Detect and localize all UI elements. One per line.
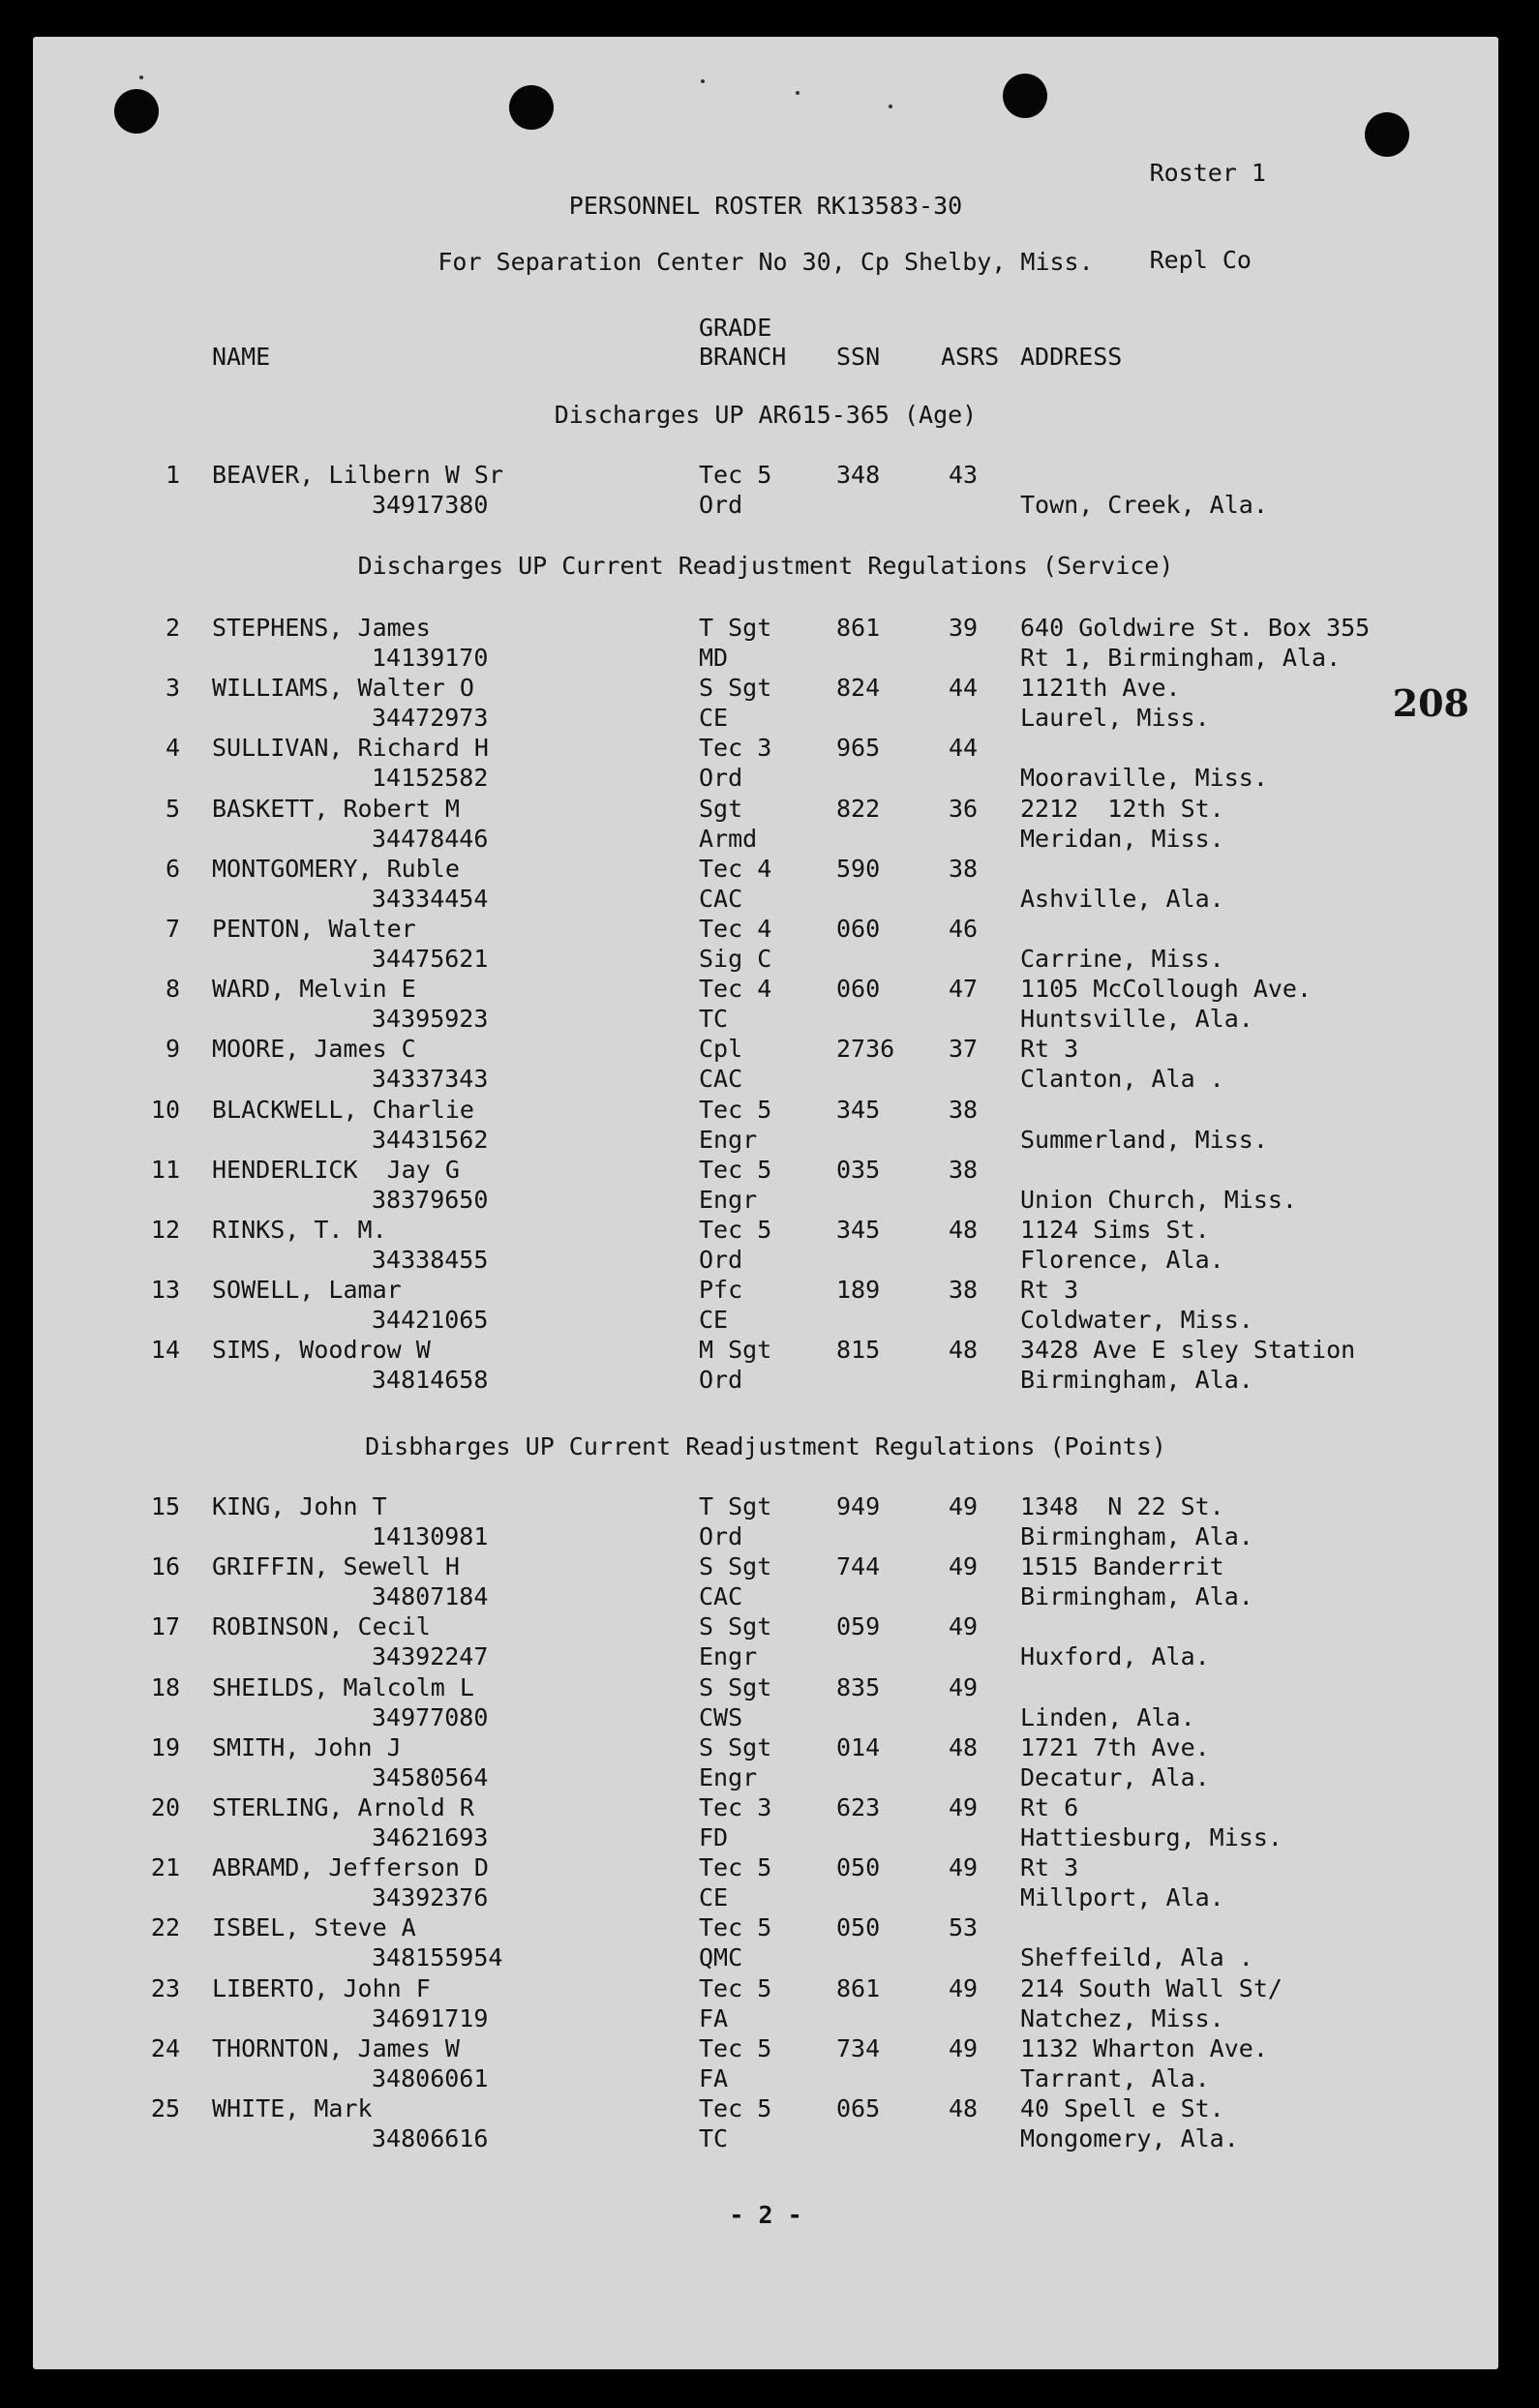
row-address-line-1: 40 Spell e St. — [1020, 2094, 1224, 2122]
row-grade: M Sgt — [699, 1336, 772, 1365]
row-ssn: 815 — [836, 1336, 881, 1365]
table-row — [33, 1216, 1498, 1276]
row-ssn: 060 — [836, 975, 881, 1004]
row-branch: Engr — [699, 1185, 758, 1214]
row-row-number: 13 — [150, 1276, 180, 1305]
row-ssn: 824 — [836, 674, 881, 703]
row-ssn: 861 — [836, 614, 881, 642]
row-address-line-2: Millport, Ala. — [1020, 1883, 1224, 1912]
roster-page — [33, 37, 1498, 2369]
row-address-line-1: 640 Goldwire St. Box 355 — [1020, 614, 1371, 642]
row-branch: FA — [699, 2003, 729, 2032]
row-grade: Tec 5 — [699, 1155, 772, 1184]
section-heading-points: Disbharges UP Current Readjustment Regulations (Points) — [365, 1432, 1166, 1460]
row-row-number: 19 — [150, 1732, 180, 1761]
row-branch: CAC — [699, 1582, 743, 1611]
row-address-line-2: Birmingham, Ala. — [1020, 1366, 1253, 1395]
row-name: KING, John T — [212, 1492, 387, 1520]
corner-note-line-1: Roster 1 — [1149, 159, 1266, 187]
row-row-number: 3 — [165, 674, 180, 703]
row-asrs: 44 — [949, 674, 979, 703]
row-grade: Tec 5 — [699, 2094, 772, 2122]
row-serial-number: 348155954 — [372, 1943, 503, 1972]
row-asrs: 44 — [949, 734, 979, 763]
row-asrs: 49 — [949, 1612, 979, 1641]
row-address-line-2: Decatur, Ala. — [1020, 1762, 1210, 1791]
row-name: MONTGOMERY, Ruble — [212, 854, 460, 883]
row-asrs: 46 — [949, 915, 979, 943]
row-asrs: 48 — [949, 1216, 979, 1244]
row-address-line-2: Florence, Ala. — [1020, 1246, 1224, 1274]
paper-speck — [701, 79, 705, 83]
row-grade: Tec 5 — [699, 1973, 772, 2002]
row-serial-number: 34392247 — [372, 1642, 489, 1671]
row-asrs: 49 — [949, 2033, 979, 2062]
table-row — [33, 1673, 1498, 1733]
row-asrs: 49 — [949, 1672, 979, 1701]
row-serial-number: 34338455 — [372, 1246, 489, 1274]
row-address-line-1: 214 South Wall St/ — [1020, 1973, 1282, 2002]
row-row-number: 17 — [150, 1612, 180, 1641]
table-row — [33, 1974, 1498, 2034]
column-header-name: NAME — [212, 343, 271, 371]
row-row-number: 22 — [150, 1913, 180, 1942]
row-ssn: 345 — [836, 1095, 881, 1124]
row-serial-number: 34977080 — [372, 1702, 489, 1731]
row-row-number: 4 — [165, 734, 180, 763]
row-serial-number: 34337343 — [372, 1065, 489, 1094]
row-row-number: 18 — [150, 1672, 180, 1701]
row-branch: FD — [699, 1823, 729, 1851]
row-branch: TC — [699, 2124, 729, 2152]
row-ssn: 822 — [836, 794, 881, 823]
binder-hole-2 — [509, 85, 554, 130]
row-branch: TC — [699, 1005, 729, 1034]
row-name: HENDERLICK Jay G — [212, 1155, 460, 1184]
row-grade: Tec 4 — [699, 915, 772, 943]
row-serial-number: 34806061 — [372, 2063, 489, 2092]
row-ssn: 060 — [836, 915, 881, 943]
row-grade: Tec 5 — [699, 461, 772, 489]
table-row — [33, 1156, 1498, 1216]
column-header-address: ADDRESS — [1020, 343, 1123, 371]
row-branch: Sig C — [699, 945, 772, 973]
binder-hole-3 — [1003, 74, 1047, 118]
row-address-line-2: Hattiesburg, Miss. — [1020, 1823, 1282, 1851]
row-address-line-1: Rt 3 — [1020, 1853, 1079, 1882]
row-ssn: 189 — [836, 1276, 881, 1305]
row-name: SIMS, Woodrow W — [212, 1336, 431, 1365]
row-row-number: 16 — [150, 1552, 180, 1581]
row-row-number: 6 — [165, 854, 180, 883]
row-grade: S Sgt — [699, 1732, 772, 1761]
row-branch: CE — [699, 1883, 729, 1912]
row-row-number: 12 — [150, 1216, 180, 1244]
row-row-number: 23 — [150, 1973, 180, 2002]
row-address-line-2: Birmingham, Ala. — [1020, 1582, 1253, 1611]
table-row — [33, 2094, 1498, 2154]
column-header-grade: GRADE — [699, 314, 772, 342]
row-serial-number: 34814658 — [372, 1366, 489, 1395]
row-grade: Pfc — [699, 1276, 743, 1305]
table-row — [33, 1913, 1498, 1973]
row-address-line-2: Sheffeild, Ala . — [1020, 1943, 1253, 1972]
row-serial-number: 34472973 — [372, 704, 489, 733]
row-ssn: 2736 — [836, 1035, 895, 1064]
row-name: GRIFFIN, Sewell H — [212, 1552, 460, 1581]
row-name: PENTON, Walter — [212, 915, 416, 943]
row-asrs: 39 — [949, 614, 979, 642]
row-row-number: 11 — [150, 1155, 180, 1184]
row-asrs: 38 — [949, 1155, 979, 1184]
paper-speck — [796, 91, 800, 95]
row-branch: Engr — [699, 1125, 758, 1154]
row-grade: S Sgt — [699, 1552, 772, 1581]
row-branch: Engr — [699, 1642, 758, 1671]
row-address-line-2: Tarrant, Ala. — [1020, 2063, 1210, 2092]
row-address-line-1: 1121th Ave. — [1020, 674, 1181, 703]
table-row — [33, 734, 1498, 794]
table-row — [33, 1612, 1498, 1672]
row-ssn: 059 — [836, 1612, 881, 1641]
row-asrs: 48 — [949, 1336, 979, 1365]
row-serial-number: 14152582 — [372, 764, 489, 793]
page-stamp: 208 — [1392, 681, 1469, 725]
row-address-line-2: Coldwater, Miss. — [1020, 1306, 1253, 1335]
row-address-line-1: 1105 McCollough Ave. — [1020, 975, 1313, 1004]
row-grade: Tec 5 — [699, 1913, 772, 1942]
row-address-line-1: Rt 3 — [1020, 1276, 1079, 1305]
row-address-line-2: Huxford, Ala. — [1020, 1642, 1210, 1671]
row-branch: Armd — [699, 824, 758, 853]
row-ssn: 050 — [836, 1913, 881, 1942]
row-grade: Tec 4 — [699, 854, 772, 883]
corner-note-line-2: Repl Co — [1149, 246, 1252, 274]
row-address-line-2: Summerland, Miss. — [1020, 1125, 1268, 1154]
row-address-line-1: 1721 7th Ave. — [1020, 1732, 1210, 1761]
row-name: RINKS, T. M. — [212, 1216, 387, 1244]
row-name: MOORE, James C — [212, 1035, 416, 1064]
table-row — [33, 795, 1498, 855]
row-asrs: 49 — [949, 1552, 979, 1581]
row-serial-number: 14130981 — [372, 1522, 489, 1550]
row-ssn: 734 — [836, 2033, 881, 2062]
row-address-line-2: Union Church, Miss. — [1020, 1185, 1297, 1214]
row-grade: Tec 5 — [699, 1095, 772, 1124]
row-ssn: 861 — [836, 1973, 881, 2002]
row-grade: T Sgt — [699, 614, 772, 642]
table-row — [33, 2034, 1498, 2094]
row-address-line-2: Town, Creek, Ala. — [1020, 491, 1268, 519]
row-asrs: 38 — [949, 1276, 979, 1305]
row-branch: CE — [699, 1306, 729, 1335]
row-row-number: 24 — [150, 2033, 180, 2062]
row-name: THORNTON, James W — [212, 2033, 460, 2062]
row-ssn: 744 — [836, 1552, 881, 1581]
row-serial-number: 34580564 — [372, 1762, 489, 1791]
row-name: SHEILDS, Malcolm L — [212, 1672, 474, 1701]
row-ssn: 345 — [836, 1216, 881, 1244]
row-address-line-1: Rt 6 — [1020, 1793, 1079, 1821]
row-name: BASKETT, Robert M — [212, 794, 460, 823]
row-grade: T Sgt — [699, 1492, 772, 1520]
row-ssn: 050 — [836, 1853, 881, 1882]
table-row — [33, 461, 1498, 521]
row-branch: CWS — [699, 1702, 743, 1731]
row-name: WHITE, Mark — [212, 2094, 373, 2122]
row-address-line-1: 1132 Wharton Ave. — [1020, 2033, 1268, 2062]
row-serial-number: 34807184 — [372, 1582, 489, 1611]
row-serial-number: 34395923 — [372, 1005, 489, 1034]
row-address-line-2: Ashville, Ala. — [1020, 884, 1224, 913]
binder-hole-4 — [1365, 112, 1409, 157]
row-name: ISBEL, Steve A — [212, 1913, 416, 1942]
row-branch: CAC — [699, 884, 743, 913]
row-serial-number: 38379650 — [372, 1185, 489, 1214]
row-address-line-1: 1348 N 22 St. — [1020, 1492, 1224, 1520]
row-ssn: 623 — [836, 1793, 881, 1821]
row-asrs: 36 — [949, 794, 979, 823]
row-serial-number: 34917380 — [372, 491, 489, 519]
row-name: STERLING, Arnold R — [212, 1793, 474, 1821]
row-branch: CE — [699, 704, 729, 733]
row-ssn: 065 — [836, 2094, 881, 2122]
row-address-line-2: Laurel, Miss. — [1020, 704, 1210, 733]
section-heading-age: Discharges UP AR615-365 (Age) — [554, 401, 978, 429]
column-header-asrs: ASRS — [941, 343, 1000, 371]
row-serial-number: 34621693 — [372, 1823, 489, 1851]
row-address-line-2: Rt 1, Birmingham, Ala. — [1020, 644, 1342, 672]
row-branch: Engr — [699, 1762, 758, 1791]
row-ssn: 949 — [836, 1492, 881, 1520]
row-asrs: 49 — [949, 1492, 979, 1520]
table-row — [33, 975, 1498, 1035]
row-asrs: 49 — [949, 1853, 979, 1882]
row-serial-number: 34431562 — [372, 1125, 489, 1154]
row-serial-number: 34691719 — [372, 2003, 489, 2032]
row-grade: Tec 4 — [699, 975, 772, 1004]
table-row — [33, 1035, 1498, 1095]
row-row-number: 20 — [150, 1793, 180, 1821]
row-asrs: 38 — [949, 854, 979, 883]
row-grade: S Sgt — [699, 1672, 772, 1701]
row-row-number: 14 — [150, 1336, 180, 1365]
section-heading-service: Discharges UP Current Readjustment Regulations (Service) — [357, 552, 1174, 580]
row-name: STEPHENS, James — [212, 614, 431, 642]
row-asrs: 47 — [949, 975, 979, 1004]
row-ssn: 590 — [836, 854, 881, 883]
binder-hole-1 — [114, 89, 159, 134]
column-header-ssn: SSN — [836, 343, 881, 371]
row-asrs: 37 — [949, 1035, 979, 1064]
row-grade: Cpl — [699, 1035, 743, 1064]
row-grade: Tec 3 — [699, 1793, 772, 1821]
row-name: WILLIAMS, Walter O — [212, 674, 474, 703]
row-grade: Tec 5 — [699, 1853, 772, 1882]
row-branch: Ord — [699, 1246, 743, 1274]
row-grade: Tec 5 — [699, 1216, 772, 1244]
row-branch: MD — [699, 644, 729, 672]
page-number: - 2 - — [729, 2201, 802, 2229]
row-address-line-2: Natchez, Miss. — [1020, 2003, 1224, 2032]
table-row — [33, 674, 1498, 734]
row-address-line-2: Mooraville, Miss. — [1020, 764, 1268, 793]
table-row — [33, 614, 1498, 674]
row-ssn: 348 — [836, 461, 881, 489]
row-row-number: 2 — [165, 614, 180, 642]
table-row — [33, 1276, 1498, 1336]
column-header-branch: BRANCH — [699, 343, 787, 371]
row-branch: Ord — [699, 764, 743, 793]
row-asrs: 48 — [949, 2094, 979, 2122]
row-name: WARD, Melvin E — [212, 975, 416, 1004]
row-name: SMITH, John J — [212, 1732, 402, 1761]
row-name: SULLIVAN, Richard H — [212, 734, 489, 763]
page-subtitle: For Separation Center No 30, Cp Shelby, Miss. — [438, 248, 1094, 276]
row-grade: S Sgt — [699, 1612, 772, 1641]
row-address-line-2: Meridan, Miss. — [1020, 824, 1224, 853]
row-row-number: 7 — [165, 915, 180, 943]
row-asrs: 43 — [949, 461, 979, 489]
row-asrs: 48 — [949, 1732, 979, 1761]
row-grade: Tec 3 — [699, 734, 772, 763]
row-address-line-1: 1515 Banderrit — [1020, 1552, 1224, 1581]
page-title: PERSONNEL ROSTER RK13583-30 — [568, 192, 963, 220]
table-row — [33, 855, 1498, 915]
row-row-number: 21 — [150, 1853, 180, 1882]
row-row-number: 15 — [150, 1492, 180, 1520]
row-serial-number: 34806616 — [372, 2124, 489, 2152]
row-row-number: 8 — [165, 975, 180, 1004]
row-asrs: 53 — [949, 1913, 979, 1942]
row-name: BEAVER, Lilbern W Sr — [212, 461, 504, 489]
table-row — [33, 1096, 1498, 1156]
row-asrs: 49 — [949, 1793, 979, 1821]
row-address-line-1: Rt 3 — [1020, 1035, 1079, 1064]
row-grade: Sgt — [699, 794, 743, 823]
row-ssn: 835 — [836, 1672, 881, 1701]
row-row-number: 25 — [150, 2094, 180, 2122]
paper-speck — [139, 75, 143, 79]
row-asrs: 49 — [949, 1973, 979, 2002]
row-grade: Tec 5 — [699, 2033, 772, 2062]
paper-speck — [889, 105, 892, 108]
row-name: ROBINSON, Cecil — [212, 1612, 431, 1641]
row-branch: Ord — [699, 1366, 743, 1395]
row-address-line-2: Huntsville, Ala. — [1020, 1005, 1253, 1034]
row-ssn: 014 — [836, 1732, 881, 1761]
table-row — [33, 1733, 1498, 1793]
table-row — [33, 1793, 1498, 1853]
table-row — [33, 1492, 1498, 1552]
row-address-line-2: Birmingham, Ala. — [1020, 1522, 1253, 1550]
row-address-line-2: Mongomery, Ala. — [1020, 2124, 1239, 2152]
row-serial-number: 34421065 — [372, 1306, 489, 1335]
row-branch: QMC — [699, 1943, 743, 1972]
row-row-number: 5 — [165, 794, 180, 823]
row-row-number: 10 — [150, 1095, 180, 1124]
row-name: SOWELL, Lamar — [212, 1276, 402, 1305]
row-address-line-2: Linden, Ala. — [1020, 1702, 1195, 1731]
row-branch: Ord — [699, 491, 743, 519]
row-row-number: 1 — [165, 461, 180, 489]
row-serial-number: 34334454 — [372, 884, 489, 913]
table-row — [33, 1336, 1498, 1396]
row-branch: FA — [699, 2063, 729, 2092]
table-row — [33, 1552, 1498, 1612]
row-address-line-2: Carrine, Miss. — [1020, 945, 1224, 973]
row-branch: Ord — [699, 1522, 743, 1550]
row-name: ABRAMD, Jefferson D — [212, 1853, 489, 1882]
row-branch: CAC — [699, 1065, 743, 1094]
row-ssn: 035 — [836, 1155, 881, 1184]
row-row-number: 9 — [165, 1035, 180, 1064]
row-serial-number: 14139170 — [372, 644, 489, 672]
row-serial-number: 34392376 — [372, 1883, 489, 1912]
row-serial-number: 34475621 — [372, 945, 489, 973]
table-row — [33, 915, 1498, 975]
row-asrs: 38 — [949, 1095, 979, 1124]
table-row — [33, 1853, 1498, 1913]
row-name: LIBERTO, John F — [212, 1973, 431, 2002]
row-address-line-2: Clanton, Ala . — [1020, 1065, 1224, 1094]
row-address-line-1: 2212 12th St. — [1020, 794, 1224, 823]
row-grade: S Sgt — [699, 674, 772, 703]
row-serial-number: 34478446 — [372, 824, 489, 853]
row-address-line-1: 3428 Ave E sley Station — [1020, 1336, 1356, 1365]
row-address-line-1: 1124 Sims St. — [1020, 1216, 1210, 1244]
row-ssn: 965 — [836, 734, 881, 763]
row-name: BLACKWELL, Charlie — [212, 1095, 474, 1124]
